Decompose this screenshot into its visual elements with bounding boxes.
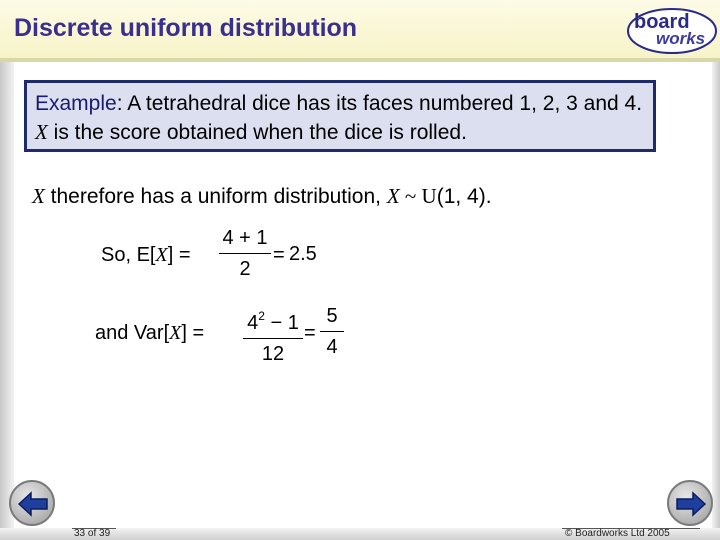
mean-fraction (219, 226, 271, 281)
distribution-statement (32, 184, 492, 209)
mean-denominator: 2 (239, 258, 251, 280)
variance-num-exponent: 2 (258, 309, 265, 323)
variance-result-bar (320, 331, 344, 332)
variance-label-pre: and Var[ (95, 322, 170, 344)
left-frame (0, 62, 14, 540)
variance-num-rest: − 1 (264, 312, 299, 334)
logo-text-bottom: works (656, 29, 706, 48)
arrow-left-icon (17, 491, 49, 517)
variance-result-numerator: 5 (326, 305, 338, 327)
boardworks-logo (626, 6, 718, 56)
next-slide-button[interactable] (667, 480, 713, 526)
variance-fraction (243, 304, 303, 366)
arrow-right-icon (675, 491, 707, 517)
variance-var: X (169, 322, 182, 344)
mean-var: X (155, 244, 168, 266)
variance-label (95, 322, 204, 345)
variance-numerator (243, 304, 303, 335)
statement-var-2: X (386, 184, 400, 208)
variance-num-base: 4 (247, 312, 259, 334)
mean-label-pre: So, E[ (101, 244, 156, 266)
right-frame (712, 62, 720, 540)
mean-label-post: ] = (167, 244, 191, 266)
header-divider (0, 58, 720, 62)
example-text-1: : A tetrahedral dice has its faces numbered 1, 2, 3 and 4. (116, 92, 643, 115)
statement-tilde: ~ (399, 184, 422, 208)
variance-result-fraction (320, 304, 344, 359)
statement-text: therefore has a uniform distribution, (44, 185, 387, 208)
mean-equals: = (273, 244, 285, 266)
variance-result-denominator: 4 (326, 336, 338, 358)
variance-denominator: 12 (261, 343, 285, 365)
variance-label-post: ] = (181, 322, 205, 344)
mean-result: 2.5 (289, 243, 317, 265)
example-text-2: is the score obtained when the dice is rolled. (47, 121, 467, 144)
mean-label (101, 244, 191, 267)
mean-numerator: 4 + 1 (222, 227, 268, 249)
example-variable: X (35, 120, 48, 144)
example-box (24, 80, 656, 152)
copyright-text: © Boardworks Ltd 2005 (565, 528, 670, 539)
example-label: Example (35, 92, 117, 115)
statement-var-1: X (32, 184, 45, 208)
statement-dist-name: U (421, 184, 437, 208)
page-number: 33 of 39 (74, 528, 111, 539)
variance-fraction-bar (243, 338, 303, 339)
previous-slide-button[interactable] (9, 480, 55, 526)
variance-equals: = (304, 322, 316, 344)
page-title: Discrete uniform distribution (14, 14, 358, 42)
mean-fraction-bar (219, 253, 271, 254)
logo-text-top: board (634, 11, 690, 33)
statement-params: (1, 4). (436, 185, 492, 208)
